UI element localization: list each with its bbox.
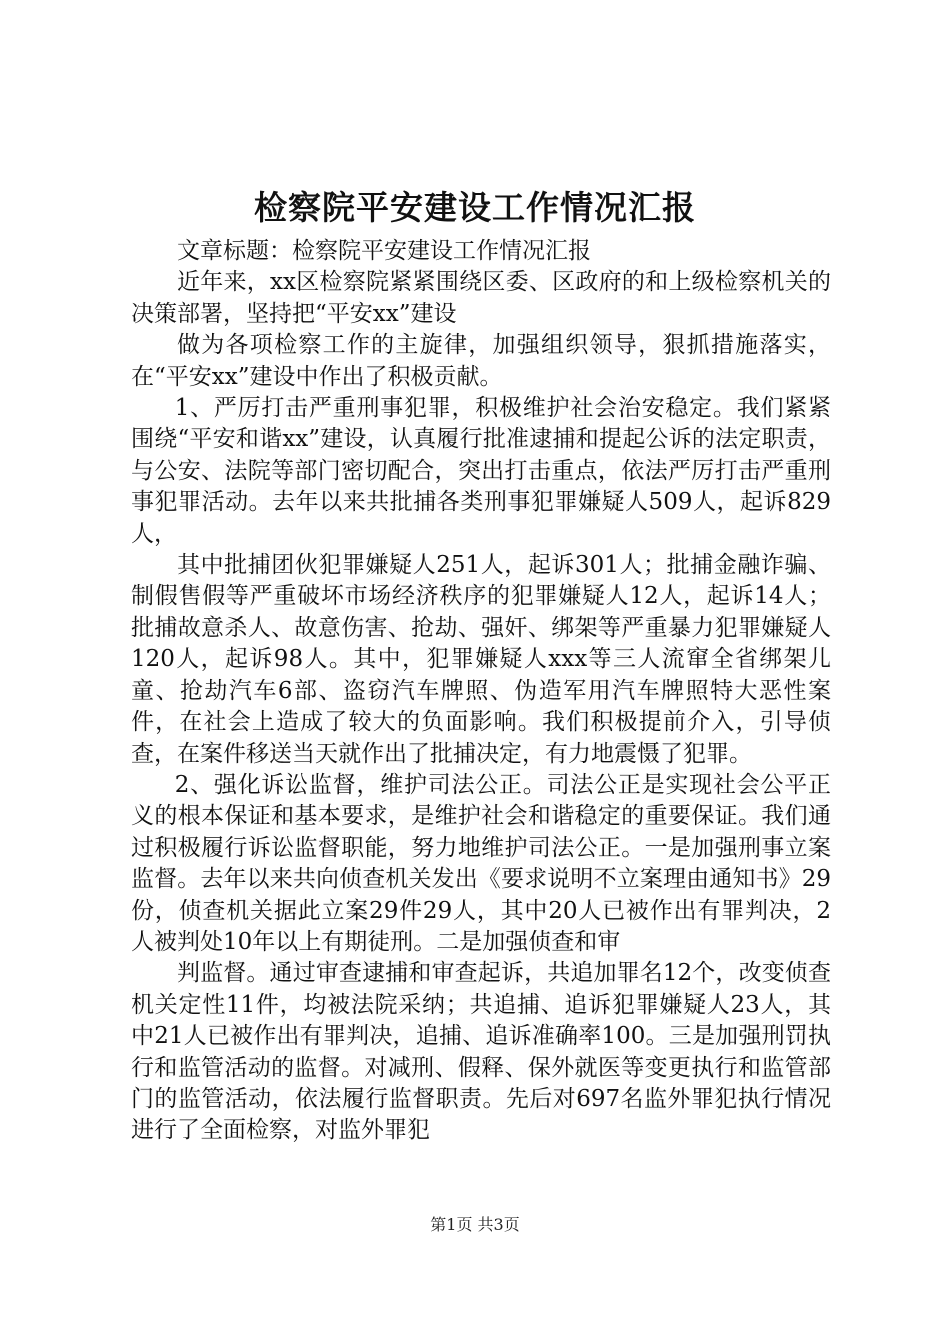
- document-body: [131, 236, 831, 1147]
- paragraph-section-2: 2、强化诉讼监督，维护司法公正。司法公正是实现社会公平正义的根本保证和基本要求，是维护社会和谐稳定的重要保证。我们通过积极履行诉讼监督职能，努力地维护司法公正。一是加强刑事立案监督。去年以来共向侦查机关发出《要求说明不立案理由通知书》29份，侦查机关据此立案29件29人，其中20人已被作出有罪判决，2人被判处10年以上有期徒刑。二是加强侦查和审: [131, 771, 831, 955]
- paragraph-intro-continued: 做为各项检察工作的主旋律，加强组织领导，狠抓措施落实，在“平安xx”建设中作出了积极贡献。: [131, 332, 831, 390]
- page-number: 第1页 共3页: [430, 1215, 520, 1234]
- paragraph-intro: 近年来，xx区检察院紧紧围绕区委、区政府的和上级检察机关的决策部署，坚持把“平安xx”建设: [131, 269, 831, 327]
- document-title: 检察院平安建设工作情况汇报: [254, 188, 696, 227]
- paragraph-section-1: 1、严厉打击严重刑事犯罪，积极维护社会治安稳定。我们紧紧围绕“平安和谐xx”建设，认真履行批准逮捕和提起公诉的法定职责，与公安、法院等部门密切配合，突出打击重点，依法严厉打击严重刑事犯罪活动。去年以来共批捕各类刑事犯罪嫌疑人509人，起诉829人，: [131, 395, 831, 547]
- paragraph-section-2-continued: 判监督。通过审查逮捕和审查起诉，共追加罪名12个，改变侦查机关定性11件，均被法院采纳；共追捕、追诉犯罪嫌疑人23人，其中21人已被作出有罪判决，追捕、追诉准确率100。三是加强刑罚执行和监管活动的监督。对减刑、假释、保外就医等变更执行和监管部门的监管活动，依法履行监督职责。先后对697名监外罪犯执行情况进行了全面检察，对监外罪犯: [131, 960, 831, 1144]
- paragraph-section-1-details: 其中批捕团伙犯罪嫌疑人251人，起诉301人；批捕金融诈骗、制假售假等严重破坏市场经济秩序的犯罪嫌疑人12人，起诉14人；批捕故意杀人、故意伤害、抢劫、强奸、绑架等严重暴力犯罪嫌疑人120人，起诉98人。其中，犯罪嫌疑人xxx等三人流窜全省绑架儿童、抢劫汽车6部、盗窃汽车牌照、伪造军用汽车牌照特大恶性案件，在社会上造成了较大的负面影响。我们积极提前介入，引导侦查，在案件移送当天就作出了批捕决定，有力地震慑了犯罪。: [131, 552, 831, 767]
- paragraph-article-title: 文章标题：检察院平安建设工作情况汇报: [177, 238, 591, 264]
